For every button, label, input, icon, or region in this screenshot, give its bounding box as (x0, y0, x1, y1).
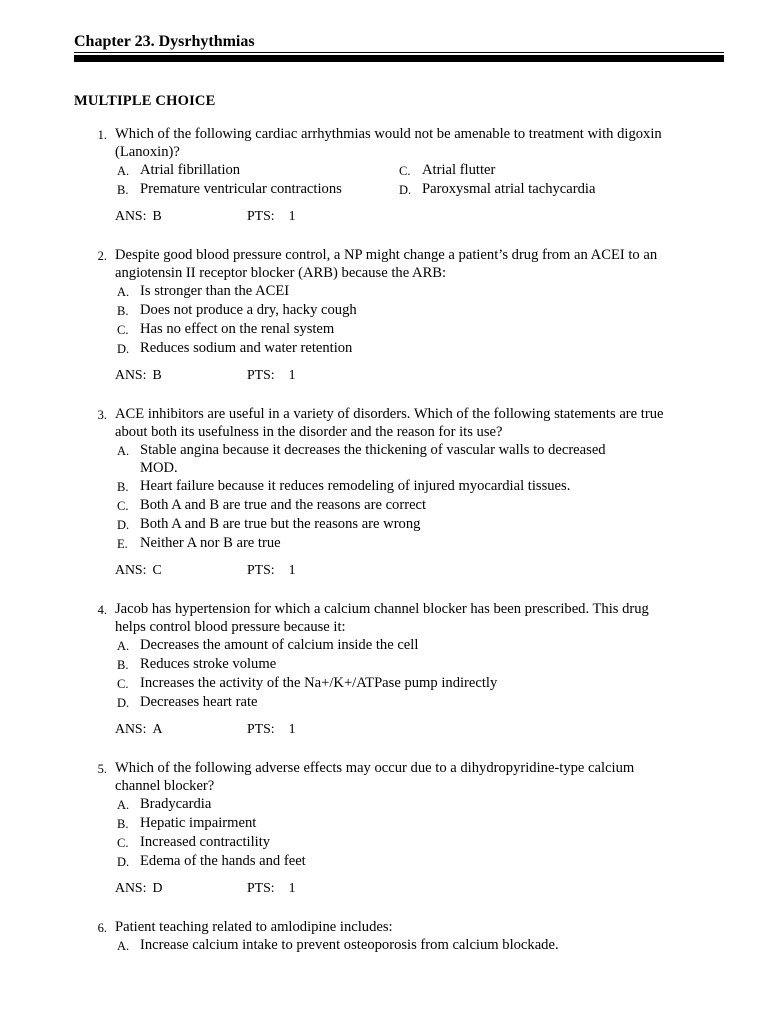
question-2 (74, 246, 724, 384)
option-text (140, 339, 352, 357)
option-letter: C. (117, 836, 129, 850)
option-text (140, 496, 426, 514)
option-line: Atrial flutter (422, 162, 496, 178)
pts-label: PTS: (247, 721, 275, 736)
option-text (140, 936, 559, 954)
option-letter: D. (117, 518, 130, 532)
option-text (422, 161, 495, 179)
option-letter: B. (117, 480, 129, 494)
option-line: Decreases heart rate (140, 694, 258, 710)
option-row-b (117, 814, 724, 833)
question-number: 4. (97, 603, 107, 617)
option-letter: C. (117, 323, 129, 337)
option-row-a (117, 636, 724, 655)
option-text (140, 852, 306, 870)
ans-label: ANS: (115, 721, 147, 736)
option-line: Is stronger than the ACEI (140, 283, 290, 299)
option-text (140, 655, 276, 673)
pts-label: PTS: (247, 880, 275, 895)
option-letter: D. (117, 342, 130, 356)
option-row-d (399, 180, 724, 199)
option-text (140, 674, 497, 692)
section-heading: MULTIPLE CHOICE (74, 93, 216, 109)
chapter-title: Chapter 23. Dysrhythmias (74, 33, 724, 53)
answer-line (115, 207, 724, 225)
option-line: Increased contractility (140, 834, 271, 850)
option-line: Paroxysmal atrial tachycardia (422, 181, 596, 197)
option-line: Neither A nor B are true (140, 535, 281, 551)
answer-group (115, 879, 247, 897)
option-row-b (117, 301, 724, 320)
options-list (117, 441, 724, 553)
question-stem (115, 246, 724, 282)
options-list (117, 282, 724, 358)
question-stem (115, 405, 724, 441)
question-5 (74, 759, 724, 897)
option-letter: A. (117, 285, 130, 299)
option-letter: A. (117, 798, 130, 812)
option-letter: C. (399, 164, 411, 178)
answer-line (115, 879, 724, 897)
option-letter: A. (117, 639, 130, 653)
question-body (115, 125, 724, 225)
option-letter: D. (117, 855, 130, 869)
option-letter: A. (117, 164, 130, 178)
option-row-b (117, 477, 724, 496)
pts-value: 1 (288, 562, 296, 577)
option-text (140, 301, 357, 319)
option-row-e (117, 534, 724, 553)
option-row-d (117, 693, 724, 712)
question-body (115, 918, 724, 955)
stem-line: helps control blood pressure because it: (115, 619, 346, 635)
option-text (140, 693, 257, 711)
option-line: Both A and B are true but the reasons are wrong (140, 516, 421, 532)
question-body (115, 600, 724, 738)
options-list (117, 161, 724, 199)
pts-value: 1 (288, 721, 296, 736)
question-6 (74, 918, 724, 955)
option-line: Bradycardia (140, 796, 212, 812)
option-row-c (117, 674, 724, 693)
option-row-d (117, 339, 724, 358)
options-list (117, 936, 724, 955)
stem-line: Which of the following adverse effects may occur due to a dihydropyridine-type calcium (115, 760, 635, 776)
option-line: Has no effect on the renal system (140, 321, 335, 337)
questions-list (74, 125, 724, 955)
question-number: 2. (97, 249, 107, 263)
option-text (422, 180, 595, 198)
option-row-c (399, 161, 724, 180)
question-number: 1. (97, 128, 107, 142)
option-text (140, 441, 606, 477)
question-1 (74, 125, 724, 225)
question-stem (115, 125, 724, 161)
ans-label: ANS: (115, 880, 147, 895)
pts-value: 1 (288, 367, 296, 382)
answer-group (115, 207, 247, 225)
ans-value: D (152, 880, 163, 895)
pts-label: PTS: (247, 208, 275, 223)
option-row-a (117, 441, 724, 477)
ans-value: B (152, 208, 162, 223)
question-number: 5. (97, 762, 107, 776)
option-line: Decreases the amount of calcium inside the cell (140, 637, 419, 653)
question-4 (74, 600, 724, 738)
option-letter: B. (117, 304, 129, 318)
ans-label: ANS: (115, 208, 147, 223)
answer-group (115, 720, 247, 738)
option-text (140, 161, 240, 179)
question-body (115, 759, 724, 897)
option-letter: B. (117, 817, 129, 831)
option-row-a (117, 282, 724, 301)
option-line: Hepatic impairment (140, 815, 257, 831)
option-line: Edema of the hands and feet (140, 853, 306, 869)
option-letter: C. (117, 499, 129, 513)
option-row-d (117, 515, 724, 534)
option-text (140, 795, 211, 813)
answer-group (115, 366, 247, 384)
question-number: 6. (97, 921, 107, 935)
option-row-a (117, 795, 724, 814)
option-text (140, 282, 289, 300)
option-line: Both A and B are true and the reasons are correct (140, 497, 427, 513)
option-row-c (117, 496, 724, 515)
question-body (115, 405, 724, 579)
stem-line: angiotensin II receptor blocker (ARB) because the ARB: (115, 265, 447, 281)
ans-value: A (152, 721, 163, 736)
option-row-b (117, 180, 399, 199)
stem-line: channel blocker? (115, 778, 215, 794)
question-stem (115, 759, 724, 795)
option-line: Stable angina because it decreases the thickening of vascular walls to decreased (140, 442, 606, 458)
option-text (140, 477, 570, 495)
option-text (140, 636, 418, 654)
option-row-a (117, 161, 399, 180)
stem-line: about both its usefulness in the disorder and the reason for its use? (115, 424, 503, 440)
stem-line: Despite good blood pressure control, a NP might change a patient’s drug from an ACEI to an (115, 247, 658, 263)
option-line: Reduces stroke volume (140, 656, 277, 672)
question-3 (74, 405, 724, 579)
pts-value: 1 (288, 880, 296, 895)
ans-value: C (152, 562, 162, 577)
ans-label: ANS: (115, 562, 147, 577)
option-row-a (117, 936, 724, 955)
pts-label: PTS: (247, 367, 275, 382)
option-line: Does not produce a dry, hacky cough (140, 302, 357, 318)
option-row-c (117, 320, 724, 339)
pts-label: PTS: (247, 562, 275, 577)
option-line: Increase calcium intake to prevent osteoporosis from calcium blockade. (140, 937, 559, 953)
option-row-c (117, 833, 724, 852)
title-rule-bar (74, 55, 724, 62)
option-text (140, 515, 420, 533)
pts-value: 1 (288, 208, 296, 223)
option-letter: A. (117, 444, 130, 458)
stem-line: Which of the following cardiac arrhythmias would not be amenable to treatment with digoxin (115, 126, 662, 142)
answer-line (115, 720, 724, 738)
option-letter: B. (117, 183, 129, 197)
option-line: MOD. (140, 460, 178, 476)
option-text (140, 320, 334, 338)
option-text (140, 534, 281, 552)
stem-line: (Lanoxin)? (115, 144, 180, 160)
options-list (117, 795, 724, 871)
answer-line (115, 366, 724, 384)
option-line: Increases the activity of the Na+/K+/ATPase pump indirectly (140, 675, 498, 691)
option-line: Reduces sodium and water retention (140, 340, 353, 356)
stem-line: ACE inhibitors are useful in a variety of disorders. Which of the following statements are true (115, 406, 664, 422)
option-line: Heart failure because it reduces remodeling of injured myocardial tissues. (140, 478, 571, 494)
question-stem (115, 600, 724, 636)
option-row-d (117, 852, 724, 871)
option-letter: C. (117, 677, 129, 691)
option-letter: D. (117, 696, 130, 710)
question-number: 3. (97, 408, 107, 422)
option-letter: A. (117, 939, 130, 953)
option-text (140, 180, 342, 198)
option-line: Atrial fibrillation (140, 162, 241, 178)
stem-line: Patient teaching related to amlodipine includes: (115, 919, 393, 935)
option-letter: B. (117, 658, 129, 672)
question-stem (115, 918, 724, 936)
option-letter: E. (117, 537, 128, 551)
option-line: Premature ventricular contractions (140, 181, 342, 197)
option-row-b (117, 655, 724, 674)
option-text (140, 833, 270, 851)
options-list (117, 636, 724, 712)
ans-label: ANS: (115, 367, 147, 382)
answer-group (115, 561, 247, 579)
option-text (140, 814, 256, 832)
answer-line (115, 561, 724, 579)
question-body (115, 246, 724, 384)
stem-line: Jacob has hypertension for which a calcium channel blocker has been prescribed. This drug (115, 601, 649, 617)
option-letter: D. (399, 183, 412, 197)
ans-value: B (152, 367, 162, 382)
